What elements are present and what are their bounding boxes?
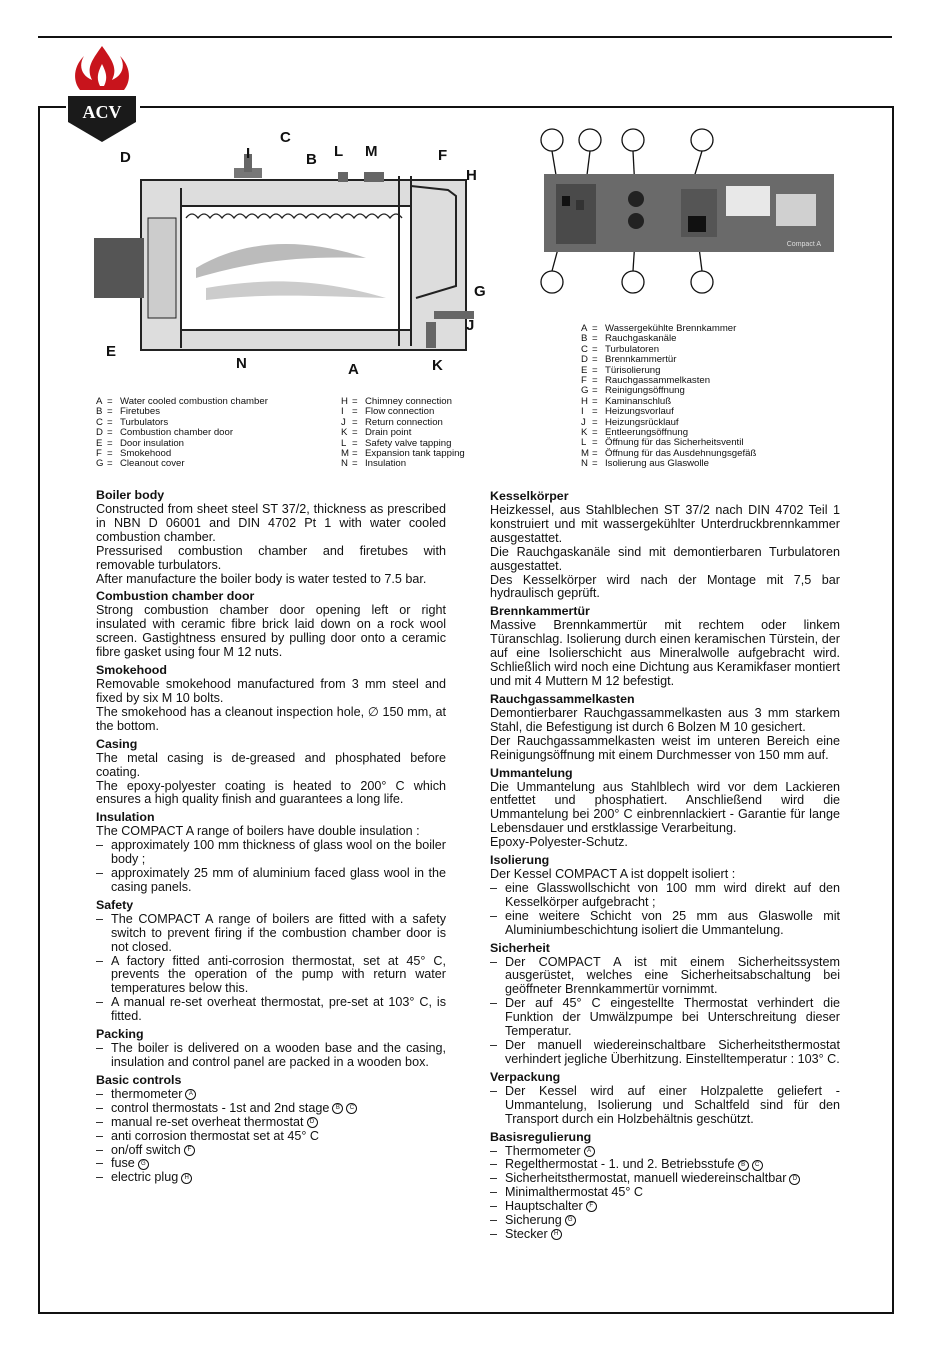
section-title: Isolierung <box>490 853 550 868</box>
section-title: Combustion chamber door <box>96 589 255 604</box>
legend-row: N = Isolierung aus Glaswolle <box>581 458 709 470</box>
legend-row: D = Brennkammertür <box>581 354 677 366</box>
section-insulation <box>96 810 446 895</box>
list-item: – approximately 25 mm of aluminium faced glass wool in the casing panels. <box>96 867 446 895</box>
label-B: B <box>306 151 317 168</box>
label-I: I <box>246 145 251 162</box>
marker-icon: B <box>332 1103 343 1114</box>
paragraph: Strong combustion chamber door opening left or right insulated with ceramic fibre brick laid down on a rock wool screen. Gastightness ensured by pulling door onto a ceramic fibre gasket using four M 12 nuts. <box>96 603 446 660</box>
marker-icon: H <box>551 1229 562 1240</box>
paragraph: Heizkessel, aus Stahlblechen ST 37/2 nach DIN 4702 Teil 1 konstruiert und mit wassergekühlter Unterdruckbrennkammer ausgestattet. <box>490 503 840 545</box>
label-J: J <box>466 317 475 334</box>
section-title: Safety <box>96 897 134 912</box>
section-title: Casing <box>96 736 138 751</box>
section-boiler-body <box>96 488 446 586</box>
list-item: – A manual re-set overheat thermostat, pre-set at 103° C, is fitted. <box>96 996 446 1024</box>
list-item: – electric plug H <box>96 1171 446 1185</box>
legend-row: K = Drain point <box>341 427 412 439</box>
section-title: Kesselkörper <box>490 489 569 503</box>
label-G: G <box>474 283 486 300</box>
legend-row: A = Wassergekühlte Brennkammer <box>581 323 737 334</box>
paragraph: Pressurised combustion chamber and firetubes with removable turbulators. <box>96 543 446 572</box>
legend-row: N = Insulation <box>341 458 407 470</box>
list-item: – A factory fitted anti-corrosion thermostat, set at 45° C, prevents the operation of the pump with return water temperatures below this. <box>96 955 446 997</box>
boiler-section-diagram <box>86 128 506 380</box>
label-D: D <box>120 149 131 166</box>
panel-brand: Compact A <box>786 241 821 248</box>
paragraph: Constructed from sheet steel ST 37/2, thickness as prescribed in NBN D 06001 and DIN 4702 Pt 1 with water cooled combustion chamber. <box>96 502 446 544</box>
legend-row: L = Öffnung für das Sicherheitsventil <box>581 437 744 449</box>
legend-row: J = Return connection <box>341 416 443 428</box>
section-title: Basic controls <box>96 1072 182 1087</box>
section-door <box>96 589 446 660</box>
logo-text: ACV <box>82 102 122 122</box>
section-title: Ummantelung <box>490 765 573 780</box>
section-title: Sicherheit <box>490 940 550 955</box>
section-safety <box>96 898 446 1024</box>
list-item: – Minimalthermostat 45° C <box>490 1186 840 1200</box>
control-panel-diagram <box>536 124 838 300</box>
top-rule <box>38 36 892 38</box>
paragraph: Der Kessel COMPACT A ist doppelt isoliert : <box>490 867 736 882</box>
paragraph: The metal casing is de-greased and phosphated before coating. <box>96 750 446 779</box>
section-title: Rauchgassammelkasten <box>490 691 635 706</box>
section-title: Boiler body <box>96 488 165 502</box>
paragraph: Des Kesselkörper wird nach der Montage mit 7,5 bar hydraulisch geprüft. <box>490 572 840 601</box>
list-item: – thermometer A <box>96 1088 446 1102</box>
english-column <box>96 488 446 1188</box>
legend-row: I = Heizungsvorlauf <box>581 406 674 418</box>
legend-row: E = Türisolierung <box>581 364 661 376</box>
section-smokehood <box>96 663 446 734</box>
label-N: N <box>236 355 247 372</box>
paragraph: Der Rauchgassammelkasten weist im unteren Bereich eine Reinigungsöffnung mit einem Durchmesser von 150 mm auf. <box>490 733 840 762</box>
section-title: Brennkammertür <box>490 604 590 619</box>
legend-row: H = Kaminanschluß <box>581 395 672 407</box>
paragraph: After manufacture the boiler body is water tested to 7.5 bar. <box>96 571 427 586</box>
section-title: Basisregulierung <box>490 1129 592 1144</box>
list-item: – Thermometer A <box>490 1145 840 1159</box>
marker-icon: H <box>181 1173 192 1184</box>
label-A: A <box>348 361 359 378</box>
label-H: H <box>466 167 477 184</box>
list-item: – Der manuell wiedereinschaltbare Sicherheitsthermostat verhindert jegliche Überhitzung. Einstelltemperatur : 103° C. <box>490 1039 840 1067</box>
legend-row: I = Flow connection <box>341 406 435 418</box>
legend-row: G = Reinigungsöffnung <box>581 385 685 397</box>
section-safety <box>490 941 840 1067</box>
marker-icon: A <box>584 1146 595 1157</box>
paragraph: The smokehood has a cleanout inspection hole, ∅ 150 mm, at the bottom. <box>96 704 446 733</box>
list-item: – Stecker H <box>490 1228 840 1242</box>
list-item: – Sicherheitsthermostat, manuell wiedereinschaltbar D <box>490 1172 840 1186</box>
paragraph: The COMPACT A range of boilers have double insulation : <box>96 824 420 839</box>
marker-icon: B <box>738 1160 749 1171</box>
legend-row: D = Combustion chamber door <box>96 427 234 439</box>
section-smokehood <box>490 692 840 763</box>
paragraph: Removable smokehood manufactured from 3 mm steel and fixed by six M 10 bolts. <box>96 677 446 705</box>
legend-en-right <box>341 397 465 470</box>
legend-row: A = Water cooled combustion chamber <box>96 396 268 407</box>
section-boiler-body <box>490 489 840 601</box>
label-L: L <box>334 143 344 160</box>
list-item: – approximately 100 mm thickness of glass wool on the boiler body ; <box>96 839 446 867</box>
list-item: – Der auf 45° C eingestellte Thermostat verhindert die Funktion der Umwälzpumpe bei Unterschreitung dieser Temperatur. <box>490 997 840 1039</box>
list-item: – on/off switch F <box>96 1144 446 1158</box>
legend-row: M = Expansion tank tapping <box>341 448 465 460</box>
paragraph: The epoxy-polyester coating is heated to 200° C which ensures a high quality finish and guarantees a long life. <box>96 778 446 807</box>
list-item: – Hauptschalter F <box>490 1200 840 1214</box>
label-E: E <box>106 343 117 360</box>
legend-row: G = Cleanout cover <box>96 458 185 470</box>
legend-row: K = Entleerungsöffnung <box>581 427 689 439</box>
marker-icon: C <box>752 1160 763 1171</box>
section-insulation <box>490 853 840 938</box>
marker-icon: G <box>138 1159 149 1170</box>
marker-icon: F <box>586 1201 597 1212</box>
marker-icon: A <box>185 1089 196 1100</box>
frame-top-right <box>140 106 892 108</box>
paragraph: Epoxy-Polyester-Schutz. <box>490 835 628 850</box>
list-item: – manual re-set overheat thermostat D <box>96 1116 446 1130</box>
section-door <box>490 604 840 689</box>
section-packing <box>490 1070 840 1127</box>
list-item: – fuse G <box>96 1157 446 1171</box>
marker-icon: C <box>346 1103 357 1114</box>
list-item: – The boiler is delivered on a wooden base and the casing, insulation and control panel are packed in a wooden box. <box>96 1042 446 1070</box>
label-C: C <box>280 129 291 146</box>
section-controls <box>490 1130 840 1242</box>
label-F: F <box>438 147 448 164</box>
section-title: Smokehood <box>96 663 167 678</box>
list-item: – The COMPACT A range of boilers are fitted with a safety switch to prevent firing if the combustion chamber door is not closed. <box>96 913 446 955</box>
list-item: – Sicherung G <box>490 1214 840 1228</box>
section-title: Insulation <box>96 810 155 825</box>
legend-en-left <box>96 397 268 470</box>
list-item: – Regelthermostat - 1. und 2. Betriebsstufe B C <box>490 1158 840 1172</box>
list-item: – eine Glasswollschicht von 100 mm wird direkt auf den Kesselkörper aufgebracht ; <box>490 882 840 910</box>
section-casing <box>96 737 446 808</box>
legend-row: C = Turbulators <box>96 416 169 428</box>
label-K: K <box>432 357 443 374</box>
legend-row: E = Door insulation <box>96 437 184 449</box>
list-item: – control thermostats - 1st and 2nd stage B C <box>96 1102 446 1116</box>
list-item: – Der Kessel wird auf einer Holzpalette geliefert - Ummantelung, Isolierung und Schaltfeld sind für den Transport durch ein Holzbehältnis geschützt. <box>490 1085 840 1127</box>
legend-row: H = Chimney connection <box>341 396 452 407</box>
section-packing <box>96 1027 446 1070</box>
paragraph: Massive Brennkammertür mit rechtem oder linkem Türanschlag. Isolierung durch einen keramischen Türstein, der auf eine Isolierschicht aus Mineralwolle aufgebracht wird. Schließlich wird noch eine Dichtung aus Keramikfaser montiert und mit 4 Muttern M 12 befestigt. <box>490 618 840 688</box>
legend-row: B = Firetubes <box>96 406 160 418</box>
section-casing <box>490 766 840 851</box>
legend-row: B = Rauchgaskanäle <box>581 333 677 345</box>
section-title: Packing <box>96 1027 144 1042</box>
legend-row: C = Turbulatoren <box>581 343 660 355</box>
marker-icon: D <box>789 1174 800 1185</box>
german-column <box>490 489 840 1245</box>
label-M: M <box>365 143 378 160</box>
paragraph: Demontierbarer Rauchgassammelkasten aus 3 mm starkem Stahl, die Befestigung ist durch 6 Bolzen M 10 gesichert. <box>490 705 840 734</box>
legend-row: F = Smokehood <box>96 448 172 460</box>
marker-icon: G <box>565 1215 576 1226</box>
list-item: – eine weitere Schicht von 25 mm aus Glaswolle mit Aluminiumbeschichtung isoliert die Ummantelung. <box>490 910 840 938</box>
legend-row: F = Rauchgassammelkasten <box>581 375 711 387</box>
list-item: – Der COMPACT A ist mit einem Sicherheitssystem ausgerüstet, welches eine Sicherheitsabschaltung bei geöffneter Brennkammertür vornimmt. <box>490 956 840 998</box>
list-item: – anti corrosion thermostat set at 45° C <box>96 1130 446 1144</box>
marker-icon: D <box>307 1117 318 1128</box>
section-title: Verpackung <box>490 1069 561 1084</box>
marker-icon: F <box>184 1145 195 1156</box>
legend-de <box>581 324 756 470</box>
legend-row: M = Öffnung für das Ausdehnungsgefäß <box>581 447 757 459</box>
section-controls <box>96 1073 446 1185</box>
legend-row: J = Heizungsrücklauf <box>581 416 679 428</box>
legend-row: L = Safety valve tapping <box>341 437 452 449</box>
paragraph: Die Rauchgaskanäle sind mit demontierbaren Turbulatoren ausgestattet. <box>490 544 840 573</box>
paragraph: Die Ummantelung aus Stahlblech wird vor dem Lackieren entfettet und phosphatiert. Anschließend wird die Ummantelung bei 200° C einbrennlackiert - Garantie für lange Lebensdauer und erstklassige Verarbeitung. <box>490 779 840 836</box>
